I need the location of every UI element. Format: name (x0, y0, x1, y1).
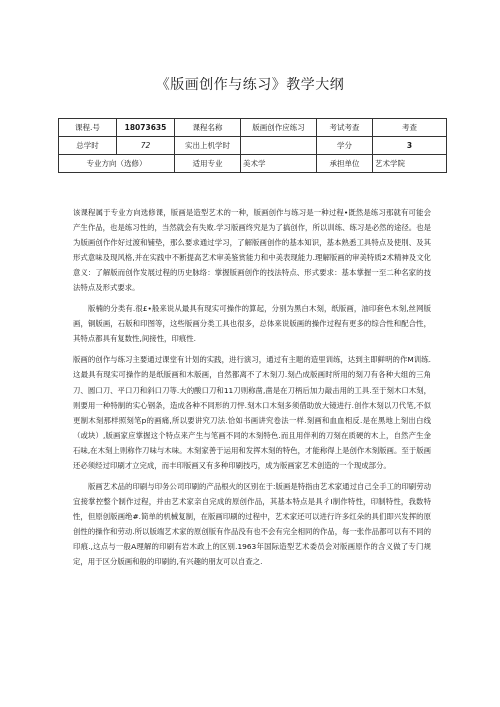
paragraph-printing: 版画艺术品的印刷与印务公司印刷的产品根火的区别在于:版画是特指由艺术家通过自己全手工的印刷劳动宜接掌控整个制作过程，并由艺术家亲自完成的原创作品，其基本特点是具彳I制作特性，印制特性，我数特性，但原创版画绝#.简单的机械复制，在版画印刷的过程中，艺术家还可以进行许多红朵的具们即兴发挥的原创性的操作和劳动.所以版端艺术家的原创版有作品没有也不会有完全相同的作品，每一张作品都可以有不同的印痕.,这点与一般A理解的印刷有岩木政上的区别.1963年国际造型艺术委员会对版画原作的含义做了专门规定，用于区分版画和般的印刷的,有兴趣的朋友可以自查之. (73, 481, 431, 567)
page-title: 《版画创作与练习》教学大纲 (155, 77, 345, 93)
major-value: 美术学 (241, 155, 317, 173)
course-info-table (58, 118, 447, 173)
credit-label: 学分 (317, 137, 373, 155)
lab-hours-label: 实出上机学时 (175, 137, 241, 155)
credit-value: 3 (373, 137, 447, 155)
unit-value: 艺术学院 (373, 155, 447, 173)
course-code-label: 课程.号 (59, 119, 117, 137)
lab-hours-value (241, 137, 317, 155)
unit-label: 承担单位 (317, 155, 373, 173)
paragraph-practice: 版画的创作与练习主要通过课堂有计划的实践，进行演习，通过有主题的造里训练，达到主即鲜明的作M训练.这最具有现实可操作的是纸版画和木版画，自然都离不了木刻刀.刻凸成版画时所用的刻刀有各种大组的三角刀、圆口刀、平口刀和斜口刀等.大的酸口刀和11刀则称凿,凿是在刀柄后加力敲击用的工具.至于刻木口木刻，则要用一种特制的实心钢条，造成各种不同形的刀怦.刻木口木刻多须借助放大镜进行.创作木刻以刀代笔,不似更制木刻那样照刻笔p的画痛,所以要讲究刀法.恰如书画讲究卷法一样.刻画和血血相反.是在黑地上刻出白线（或块）,版画家应掌握这个特点来产生与笔画不同的木刻特色.而且用伴利的刀刻在质硬的木上，自然产生金石味,在木刻上则称作刀味与木味。木刻家善于运用和发挥木刻的特色，才能称得上是创作木刻版画。至于版画还必须经过印刷才立完成，而丰印版画又有多种印刷技巧，成为版画家艺术创造的一个现成部分。 (73, 355, 431, 470)
course-name-label: 课程名称 (175, 119, 241, 137)
exam-type-label: 考试考查 (317, 119, 373, 137)
course-name-value: 版画创作应练习 (241, 119, 317, 137)
total-hours-value: 72 (117, 137, 175, 155)
direction-label: 专业方向（选修） (59, 155, 175, 173)
table-row (59, 155, 447, 173)
course-code-value: 18073635 (117, 119, 175, 137)
major-label: 适用专业 (175, 155, 241, 173)
table-row (59, 119, 447, 137)
total-hours-label: 总学时 (59, 137, 117, 155)
syllabus-body (73, 205, 431, 575)
exam-type-value: 考查 (373, 119, 447, 137)
table-row (59, 137, 447, 155)
paragraph-classification: 版楠的分类有.很£•般来说从最具有现实可操作的算起，分别为黑白木刻，纸版画，油印套色木刻,丝网版画，铜版画，石版和印图等，这些版画分类工具也很多，总体来说版画的操作过程有更多的综合性和配合性，其特点都具有复数性,间接性，印痕性. (73, 304, 431, 344)
paragraph-intro: 该课程属于专业方向选修课，版画是造型艺术的一种，版画创作与练习是一种过程•既然是练习那就有可能会产生作品，也是练习性的，当然就会有失败.学习版画终究是为了搞创作，所以训练、练习是必然的途径。也是为版画创作作好过渡和铺垫，那么要求通过学习，了解版画创作的基本知识，基本熟悉工具特点及使刖、及其形式意味及现风格,并在实践中不断提高艺术审美鉴赏能力和中美表现能力.理解版画的审美特质2术精神及文化意义：了解版而创作发展过程的历史脉络：掌握版画创作的技法特点、形式要求：基本掌握一至二种名家的技法特点及形式要求。 (73, 208, 431, 293)
